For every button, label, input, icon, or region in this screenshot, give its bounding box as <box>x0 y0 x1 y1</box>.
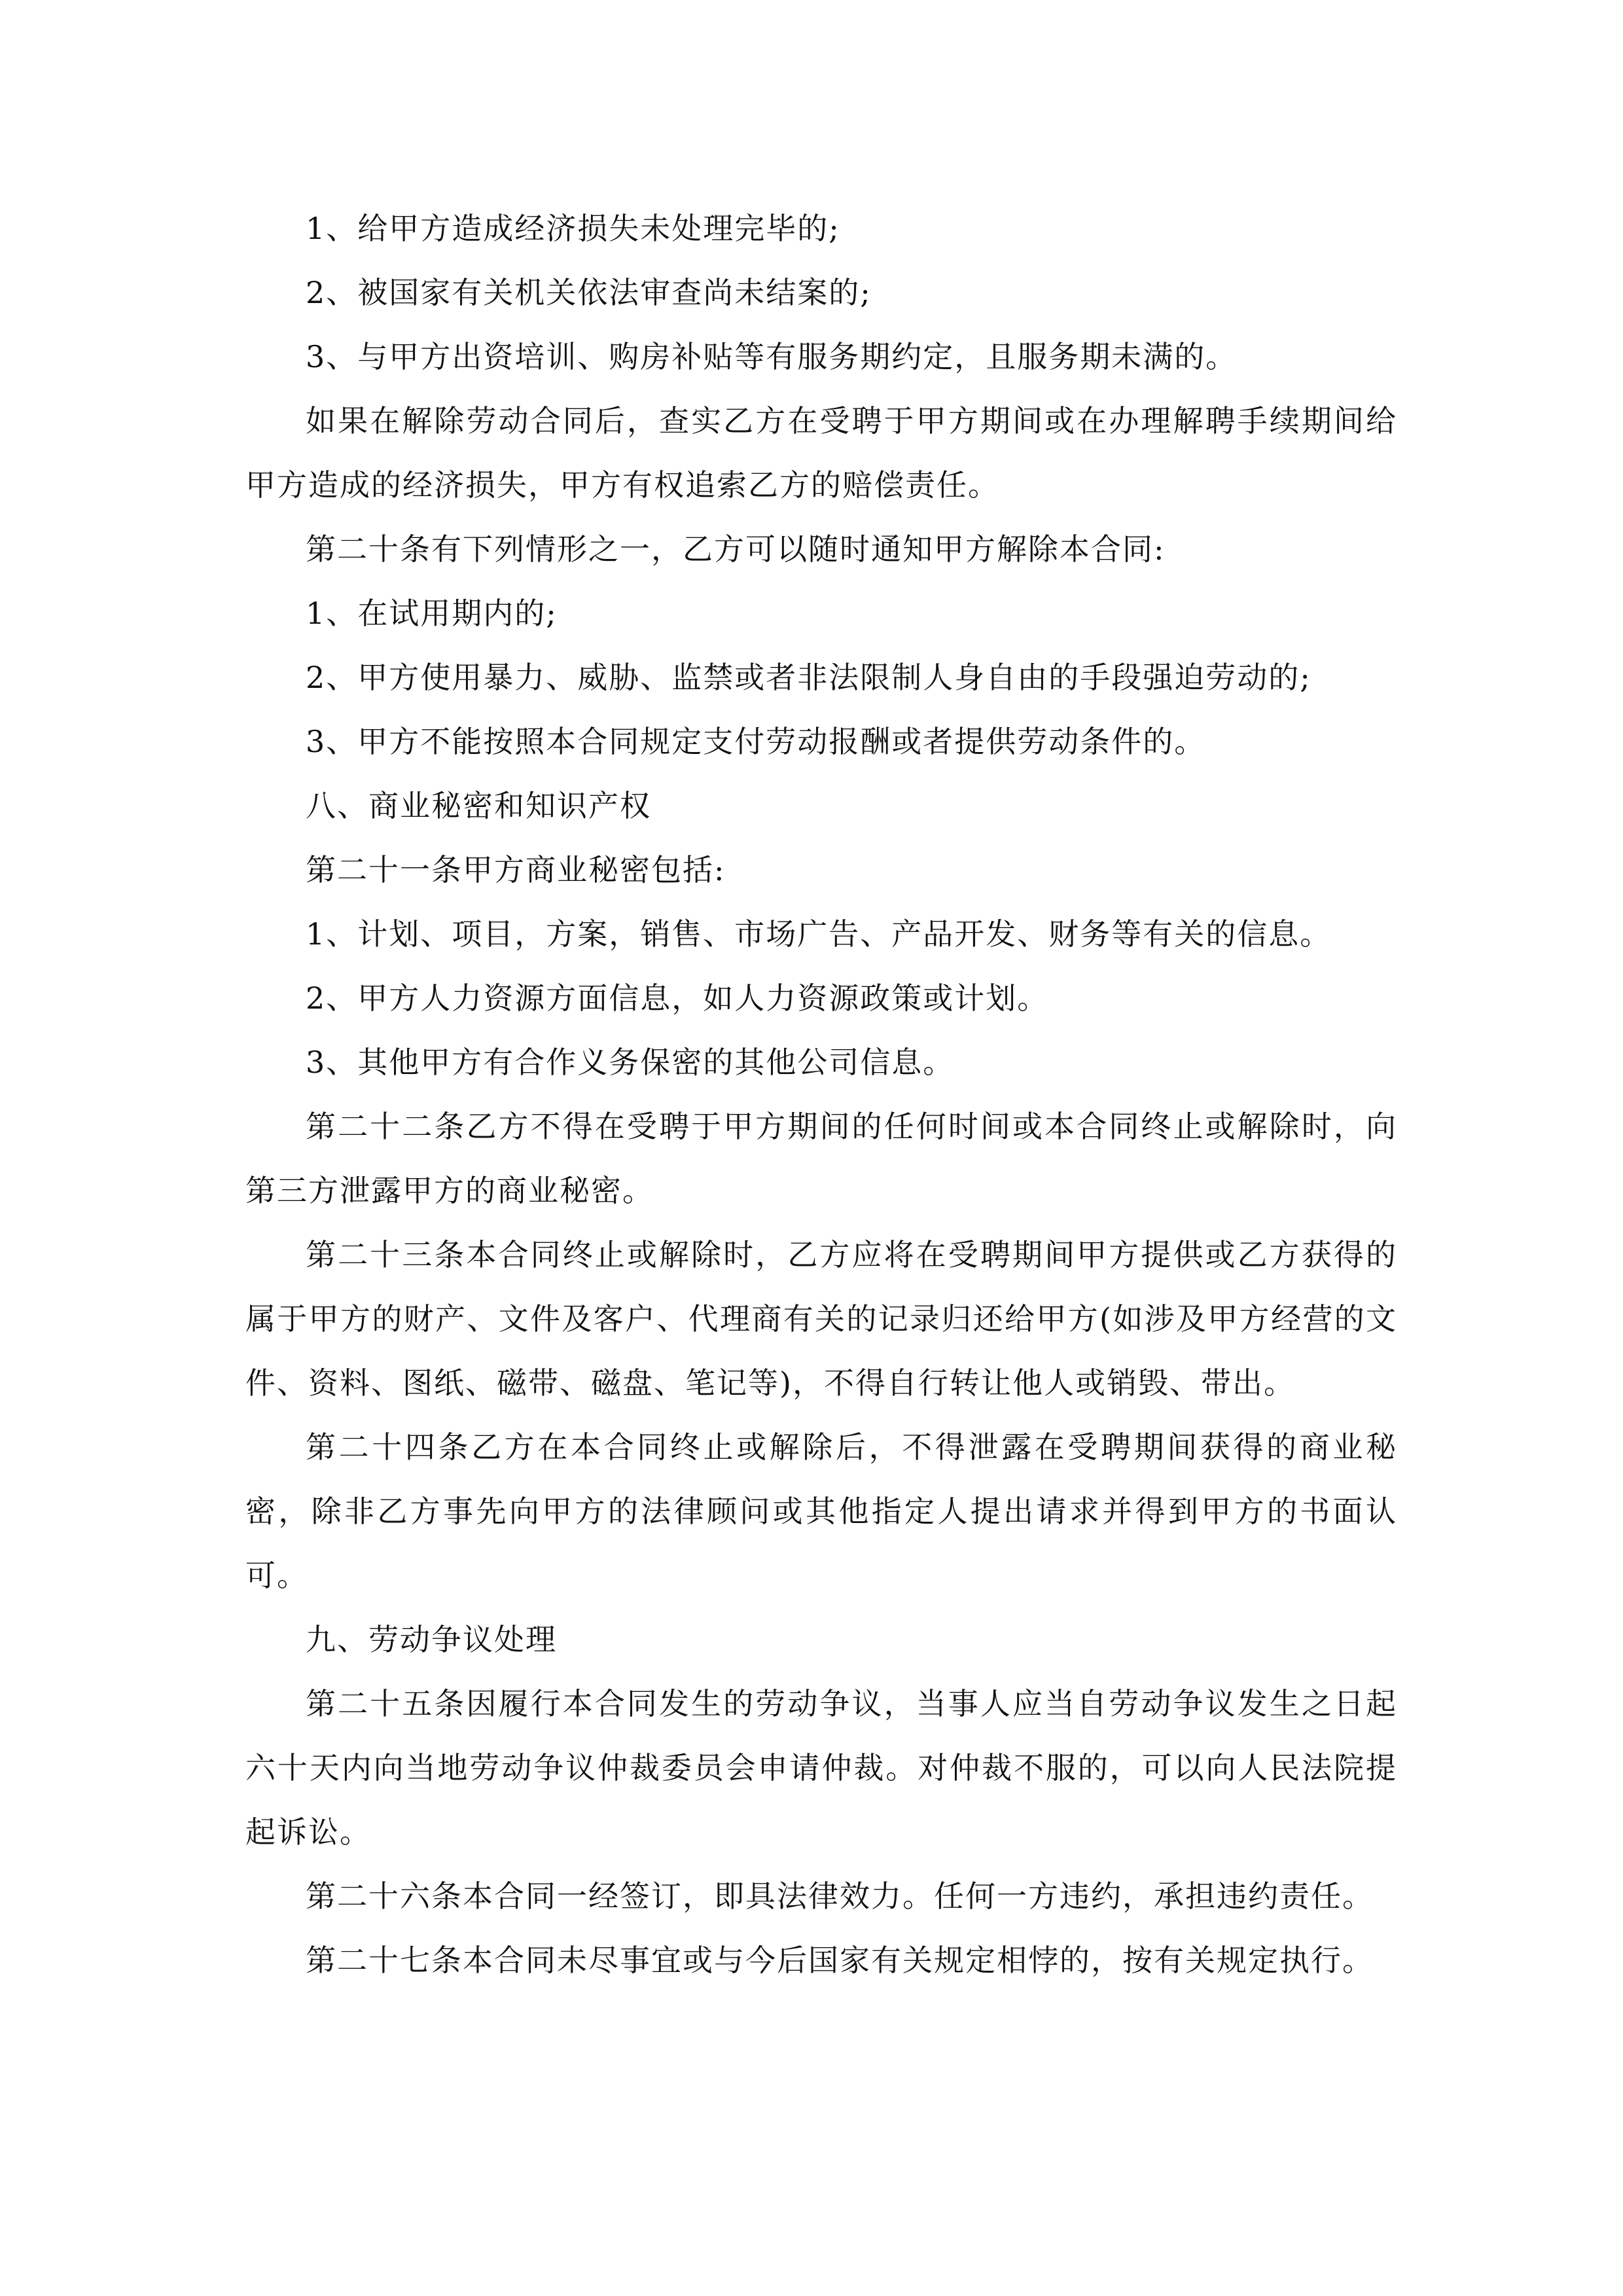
paragraph: 如果在解除劳动合同后，查实乙方在受聘于甲方期间或在办理解聘手续期间给甲方造成的经济损失，甲方有权追索乙方的赔偿责任。 <box>245 403 1397 503</box>
paragraph: 第二十三条本合同终止或解除时，乙方应将在受聘期间甲方提供或乙方获得的属于甲方的财产、文件及客户、代理商有关的记录归还给甲方(如涉及甲方经营的文件、资料、图纸、磁带、磁盘、笔记等)，不得自行转让他人或销毁、带出。 <box>245 1237 1397 1401</box>
paragraph: 3、甲方不能按照本合同规定支付劳动报酬或者提供劳动条件的。 <box>306 724 1206 759</box>
paragraph: 2、被国家有关机关依法审查尚未结案的; <box>306 275 872 310</box>
paragraph: 2、甲方人力资源方面信息，如人力资源政策或计划。 <box>306 980 1049 1016</box>
paragraph: 第二十条有下列情形之一，乙方可以随时通知甲方解除本合同: <box>306 531 1166 567</box>
paragraph: 第二十四条乙方在本合同终止或解除后，不得泄露在受聘期间获得的商业秘密，除非乙方事先向甲方的法律顾问或其他指定人提出请求并得到甲方的书面认可。 <box>245 1429 1397 1593</box>
paragraph: 3、与甲方出资培训、购房补贴等有服务期约定，且服务期未满的。 <box>306 339 1238 374</box>
paragraph: 1、在试用期内的; <box>306 596 558 631</box>
paragraph: 3、其他甲方有合作义务保密的其他公司信息。 <box>306 1045 955 1080</box>
section-heading: 八、商业秘密和知识产权 <box>306 788 651 823</box>
paragraph: 2、甲方使用暴力、威胁、监禁或者非法限制人身自由的手段强迫劳动的; <box>306 660 1311 695</box>
paragraph: 第二十六条本合同一经签订，即具法律效力。任何一方违约，承担违约责任。 <box>306 1878 1374 1914</box>
document-body <box>245 196 1397 1992</box>
section-heading: 九、劳动争议处理 <box>306 1622 557 1657</box>
paragraph: 第二十二条乙方不得在受聘于甲方期间的任何时间或本合同终止或解除时，向第三方泄露甲方的商业秘密。 <box>245 1109 1397 1208</box>
paragraph: 1、计划、项目，方案，销售、市场广告、产品开发、财务等有关的信息。 <box>306 916 1332 952</box>
paragraph: 第二十一条甲方商业秘密包括: <box>306 852 726 888</box>
paragraph: 第二十七条本合同未尽事宜或与今后国家有关规定相悖的，按有关规定执行。 <box>306 1943 1374 1978</box>
paragraph: 1、给甲方造成经济损失未处理完毕的; <box>306 211 840 246</box>
paragraph: 第二十五条因履行本合同发生的劳动争议，当事人应当自劳动争议发生之日起六十天内向当地劳动争议仲裁委员会申请仲裁。对仲裁不服的，可以向人民法院提起诉讼。 <box>245 1686 1397 1850</box>
